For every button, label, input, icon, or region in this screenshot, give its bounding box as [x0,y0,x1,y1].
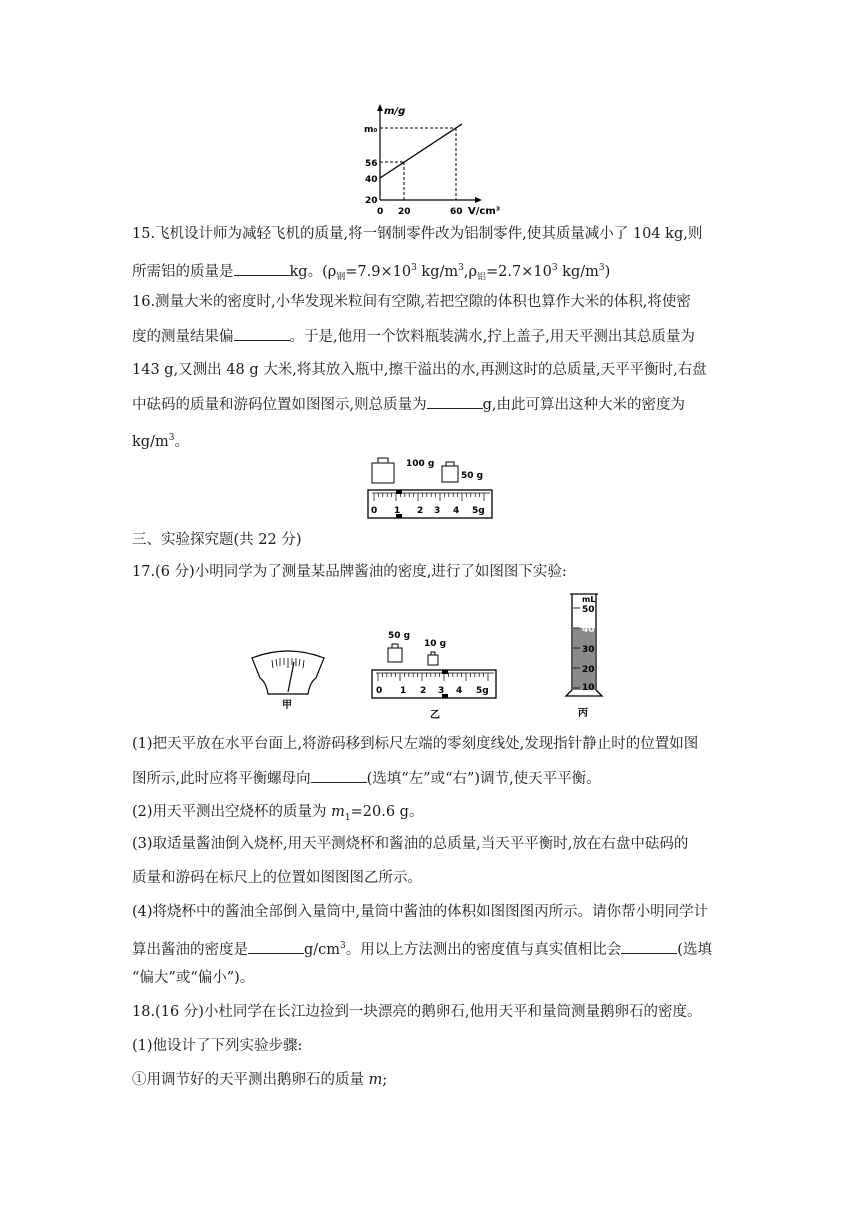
section-title: 三、实验探究题(共 22 分) [132,532,302,548]
svg-text:1: 1 [400,686,407,696]
q16-line3: 143 g,又测出 48 g 大米,将其放入瓶中,擦干溢出的水,再测这时的总质量,天平平衡时,右盘 [132,362,707,378]
weight-50g-label: 50 g [388,631,411,641]
svg-text:0: 0 [371,506,378,516]
cylinder-unit: mL [582,595,596,604]
rider [396,490,402,494]
weight-50g-label: 50 g [461,471,484,481]
svg-text:30: 30 [582,645,595,655]
q17-p2: (2)用天平测出空烧杯的质量为 $m_1=20.6$ g。 [132,804,424,823]
q15-line1: 15.飞机设计师为减轻飞机的质量,将一钢制零件改为铝制零件,使其质量减小了 104 kg,则 [132,226,703,242]
q16-line2: 度的测量结果偏 。于是,他用一个饮料瓶装满水,拧上盖子,用天平测出其总质量为 [132,326,695,347]
svg-text:4: 4 [453,506,460,516]
q18-p1: (1)他设计了下列实验步骤: [132,1038,303,1054]
svg-text:3: 3 [438,686,445,696]
q17-answer-blank-1[interactable] [311,768,367,783]
svg-text:5g: 5g [472,506,485,516]
q16-line4: 中砝码的质量和游码位置如图图示,则总质量为 g,由此可算出这种大米的密度为 [132,394,685,415]
weight-100g-label: 100 g [406,459,435,469]
label-bing: 丙 [578,708,588,719]
weight-10g-label: 10 g [424,639,447,649]
rider [442,670,448,674]
x-tick-20: 20 [398,207,411,217]
q17-p4-line1: (4)将烧杯中的酱油全部倒入量筒中,量筒中酱油的体积如图图图丙所示。请你帮小明同学计 [132,904,709,920]
svg-text:3: 3 [434,506,441,516]
q17-answer-blank-2[interactable] [248,939,304,954]
y-axis-label: m/g [384,106,406,117]
svg-text:2: 2 [420,686,427,696]
y-tick-20: 20 [365,196,378,206]
q16-answer-blank-1[interactable] [234,326,290,341]
label-yi: 乙 [430,710,440,721]
svg-text:10: 10 [582,683,595,693]
x-tick-60: 60 [450,207,463,217]
label-jia: 甲 [282,700,292,710]
y-tick-m0: m₀ [364,125,378,135]
graduated-cylinder-figure [562,588,612,722]
svg-text:1: 1 [394,506,401,516]
q17-p1-line2: 图所示,此时应将平衡螺母向 (选填“左”或“右”)调节,使天平平衡。 [132,768,601,789]
y-tick-56: 56 [365,159,378,169]
q17-p4-line3: “偏大”或“偏小”)。 [132,970,255,986]
svg-text:20: 20 [582,665,595,675]
q16-weights-figure [364,452,496,524]
q17-p3-line1: (3)取适量酱油倒入烧杯,用天平测烧杯和酱油的总质量,当天平平衡时,放在右盘中砝码的 [132,836,689,852]
mass-volume-graph [360,100,500,218]
q16-line5: $kg/m^3$。 [132,433,189,450]
soy-sauce-liquid [573,628,595,690]
svg-text:0: 0 [376,686,383,696]
q17-p1-line1: (1)把天平放在水平台面上,将游码移到标尺左端的零刻度线处,发现指针静止时的位置如图 [132,736,699,752]
x-axis-label: V/cm³ [468,206,500,217]
q15-answer-blank[interactable] [234,261,290,276]
q16-answer-blank-2[interactable] [427,394,483,409]
q17-weights-figure [368,624,500,722]
svg-text:50: 50 [582,605,595,615]
y-tick-40: 40 [365,175,378,185]
svg-text:5g: 5g [476,686,489,696]
q17-p4-line2: 算出酱油的密度是 $g/cm^3$。用以上方法测出的密度值与真实值相比会 (选填 [132,936,712,960]
q16-line1: 16.测量大米的密度时,小华发现米粒间有空隙,若把空隙的体积也算作大米的体积,将使密 [132,294,691,310]
q17-p3-line2: 质量和游码在标尺上的位置如图图图乙所示。 [132,870,422,886]
svg-text:40: 40 [582,625,595,635]
svg-text:4: 4 [456,686,463,696]
q18-step1: ①用调节好的天平测出鹅卵石的质量 m; [132,1072,388,1088]
q18-title: 18.(16 分)小杜同学在长江边捡到一块漂亮的鹅卵石,他用天平和量筒测量鹅卵石的密度。 [132,1004,702,1020]
balance-dial-figure [246,648,330,710]
q15-line2: 所需铝的质量是 kg。($\rho_钢=7.9\times 10^3$ $kg/m^3,\rho_铝=2.7\times 10^3$ $kg/m^3$) [132,258,610,288]
x-tick-0: 0 [377,207,384,217]
q17-answer-blank-3[interactable] [621,939,677,954]
svg-text:2: 2 [417,506,424,516]
q17-title: 17.(6 分)小明同学为了测量某品牌酱油的密度,进行了如图图下实验: [132,564,567,580]
graph-line [380,124,462,178]
